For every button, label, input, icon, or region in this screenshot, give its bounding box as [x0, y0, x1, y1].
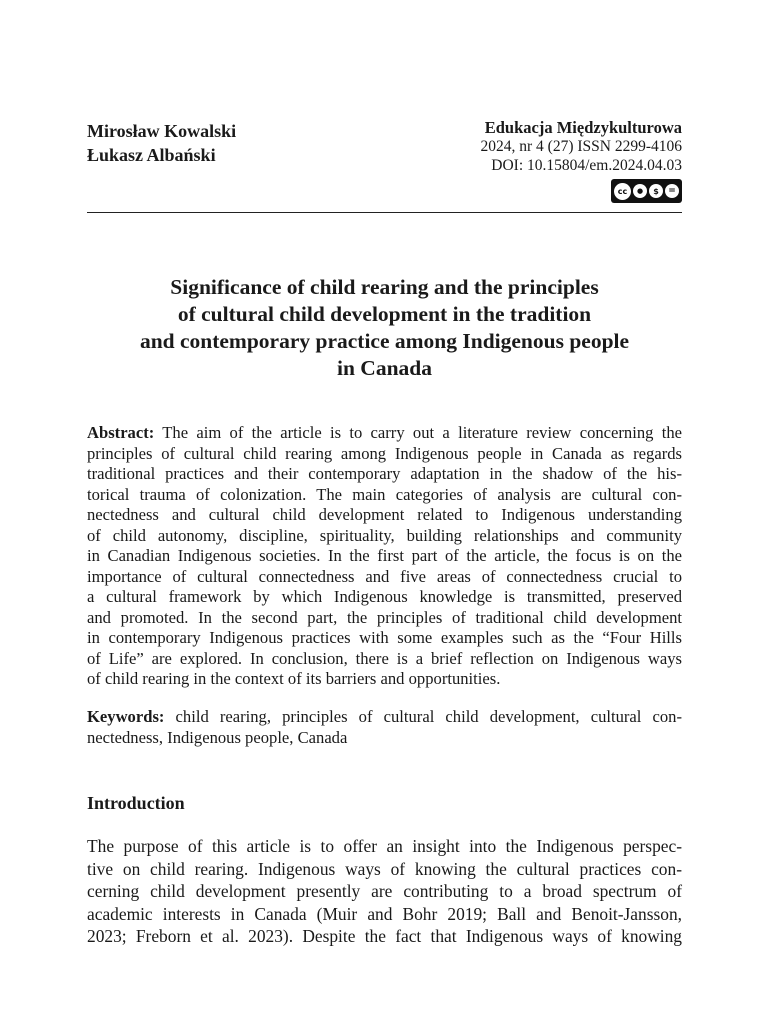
abstract-label: Abstract: [87, 423, 155, 442]
abstract-line: torical trauma of colonization. The main categories of analysis are cultural con- [87, 484, 682, 504]
abstract-line: of child rearing in the context of its barriers and opportunities. [87, 669, 501, 688]
section-heading: Introduction [87, 793, 185, 813]
keywords-line: nectedness, Indigenous people, Canada [87, 727, 348, 747]
abstract-line: and promoted. In the second part, the principles of traditional child development [87, 607, 682, 627]
abstract-line: a cultural framework by which Indigenous knowledge is transmitted, preserved [87, 587, 682, 606]
journal-issue: 2024, nr 4 (27) ISSN 2299-4106 [480, 138, 682, 155]
body-line: tive on child rearing. Indigenous ways of knowing the cultural practices con- [87, 858, 682, 879]
body-line: academic interests in Canada (Muir and Bohr 2019; Ball and Benoit-Jansson, [87, 903, 682, 924]
keywords-line: Keywords: child rearing, principles of cultural child development, cultural con- [87, 707, 682, 726]
abstract-line: importance of cultural connectedness and five areas of connectedness crucial to [87, 566, 682, 586]
cc-by-nc-nd-icon [611, 179, 682, 203]
page [87, 118, 682, 946]
abstract-line: in Canadian Indigenous societies. In the first part of the article, the focus is on the [87, 546, 682, 565]
abstract [87, 423, 682, 690]
abstract-line: in contemporary Indigenous practices with some examples such as the “Four Hills [87, 628, 682, 647]
keywords-label: Keywords: [87, 707, 165, 726]
license-badge [611, 179, 682, 203]
author-name: Mirosław Kowalski [87, 121, 237, 141]
person-icon: ● [633, 184, 647, 198]
cc-icon: cc [614, 183, 631, 200]
abstract-line: Abstract: The aim of the article is to carry out a literature review concerning the [87, 423, 682, 442]
abstract-line: of Life” are explored. In conclusion, there is a brief reflection on Indigenous ways [87, 648, 682, 668]
title-line: Significance of child rearing and the principles [170, 275, 599, 299]
abstract-line: of child autonomy, discipline, spirituality, building relationships and community [87, 525, 682, 545]
body-line: cerning child development presently are contributing to a broad spectrum of [87, 881, 682, 901]
equals-icon: = [665, 184, 679, 198]
title-line: in Canada [337, 356, 432, 380]
introduction-body [87, 835, 682, 948]
keywords [87, 707, 682, 748]
author-list [87, 118, 236, 167]
journal-info [481, 118, 683, 203]
journal-doi: DOI: 10.15804/em.2024.04.03 [491, 157, 682, 174]
body-line: The purpose of this article is to offer an insight into the Indigenous perspec- [87, 836, 682, 856]
abstract-line: nectedness and cultural child development related to Indigenous understanding [87, 505, 682, 524]
abstract-line: traditional practices and their contemporary adaptation in the shadow of the his- [87, 464, 682, 483]
title-line: and contemporary practice among Indigenous people [139, 329, 630, 353]
article-title [87, 274, 682, 382]
body-line: 2023; Freborn et al. 2023). Despite the fact that Indigenous ways of knowing [87, 926, 682, 946]
title-line: of cultural child development in the tradition [177, 302, 592, 326]
abstract-line: principles of cultural child rearing among Indigenous people in Canada as regards [87, 443, 682, 463]
author-name: Łukasz Albański [87, 145, 216, 165]
journal-name: Edukacja Międzykulturowa [484, 118, 682, 137]
header [87, 118, 682, 210]
no-dollar-icon: $ [649, 184, 663, 198]
header-divider [87, 212, 682, 213]
